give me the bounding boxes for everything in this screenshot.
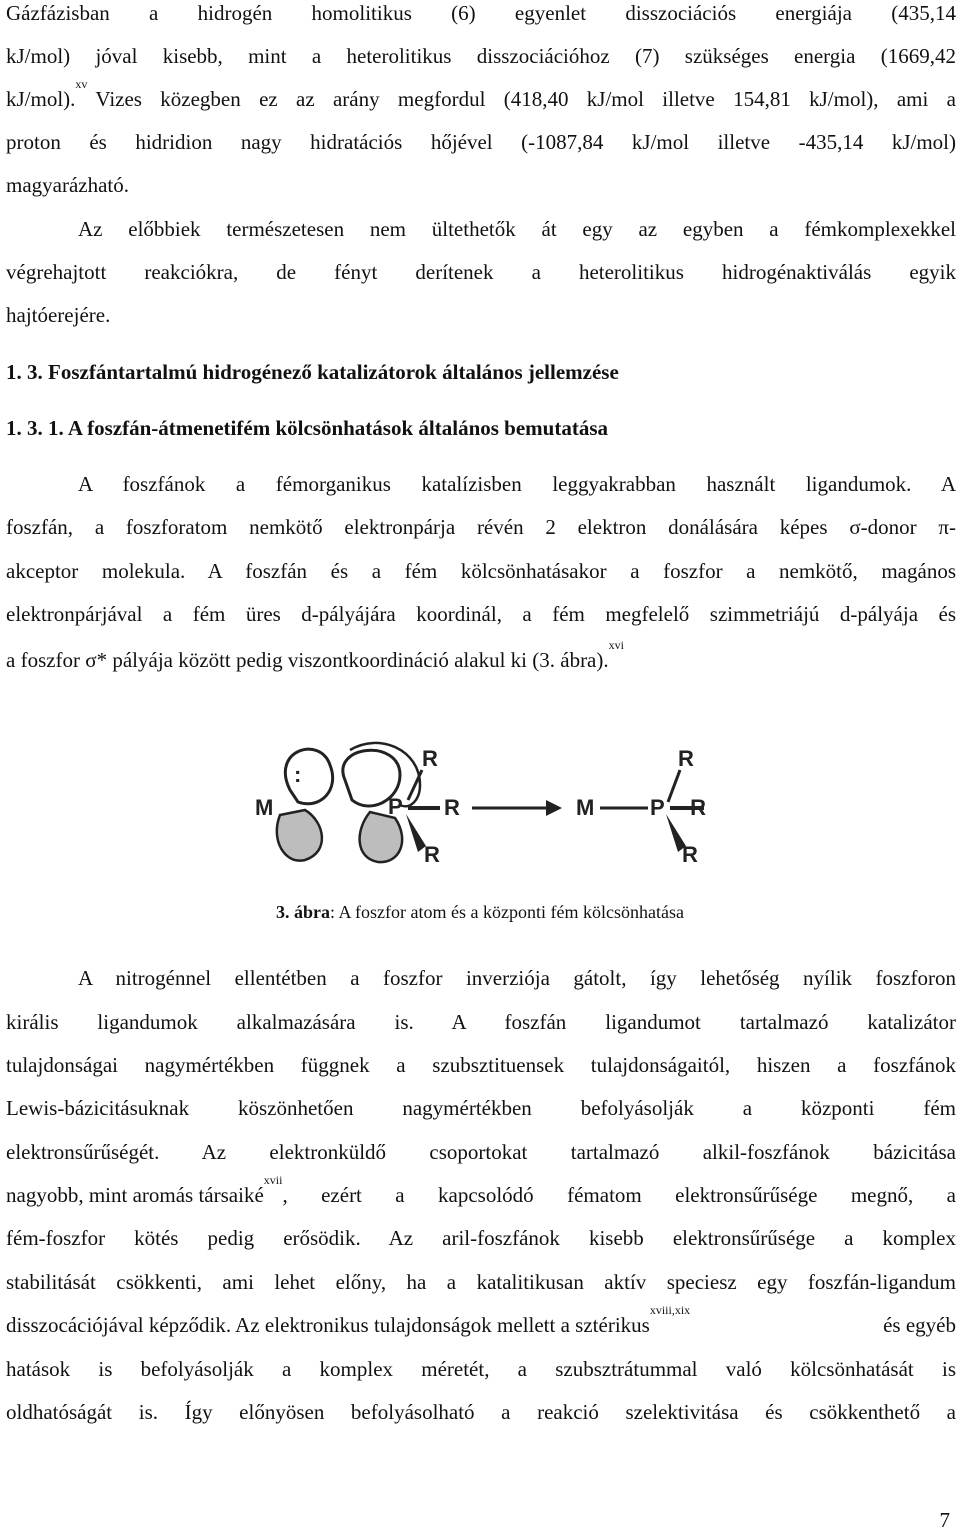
text-line: [6, 77, 956, 112]
text-line: [6, 638, 956, 673]
text-line: magyarázható.: [6, 173, 130, 197]
phosphorus-atom-label: P: [650, 795, 665, 820]
page-number: 7: [939, 1508, 950, 1532]
text-line: A nitrogénnel ellentétben a foszfor inverziója gátolt, így lehetőség nyílik foszforon: [78, 966, 956, 990]
section-heading: 1. 3. Foszfántartalmú hidrogénező katalizátorok általános jellemzése: [6, 360, 619, 384]
caption-text: : A foszfor atom és a központi fém kölcsönhatása: [330, 902, 684, 922]
footnote-ref: xv: [75, 77, 88, 91]
text-line: elektronsűrűségét. Az elektronküldő csoportokat tartalmazó alkil-foszfánok bázicitása: [6, 1140, 956, 1164]
text-fragment: és egyéb: [877, 1313, 956, 1337]
text-fragment: Vizes közegben ez az arány megfordul (418,40 kJ/mol illetve 154,81 kJ/mol), ami a: [95, 87, 956, 111]
r-group-label: R: [690, 795, 706, 820]
wedge-bond: [406, 814, 426, 852]
figure-caption: [0, 900, 960, 924]
metal-atom-label: M: [576, 795, 595, 820]
r-group-label: R: [682, 842, 698, 867]
text-line: hajtóerejére.: [6, 303, 111, 327]
text-line: királis ligandumok alkalmazására is. A foszfán ligandumot tartalmazó katalizátor: [6, 1010, 956, 1034]
r-group-label: R: [424, 842, 440, 867]
bond-line: [668, 770, 680, 802]
text-fragment: kJ/mol).: [6, 87, 76, 111]
text-line: tulajdonságai nagymértékben függnek a szubsztituensek tulajdonságaitól, hiszen a foszfánok: [6, 1053, 956, 1077]
text-line: proton és hidridion nagy hidratációs hőjével (-1087,84 kJ/mol illetve -435,14 kJ/mol): [6, 130, 956, 154]
r-group-label: R: [422, 746, 438, 771]
footnote-ref: xviii,xix: [649, 1303, 691, 1317]
text-line: elektronpárjával a fém üres d-pályájára koordinál, a fém megfelelő szimmetriájú d-pályája és: [6, 602, 956, 626]
phosphine-metal-interaction-figure: [250, 740, 710, 870]
metal-atom-label: M: [255, 795, 274, 820]
text-line: Gázfázisban a hidrogén homolitikus (6) egyenlet disszociációs energiája (435,14: [6, 1, 956, 25]
text-line: végrehajtott reakciókra, de fényt derítenek a heterolitikus hidrogénaktiválás egyik: [6, 260, 956, 284]
text-line: oldhatóságát is. Így előnyösen befolyásolható a reakció szelektivitása és csökkenthető a: [6, 1400, 956, 1424]
caption-label: 3. ábra: [276, 902, 331, 922]
r-group-label: R: [444, 795, 460, 820]
subsection-heading: 1. 3. 1. A foszfán-átmenetifém kölcsönhatások általános bemutatása: [6, 416, 608, 440]
text-line: [6, 1303, 956, 1338]
text-fragment: a foszfor σ* pályája között pedig viszontkoordináció alakul ki (3. ábra).: [6, 648, 609, 672]
text-line: A foszfánok a fémorganikus katalízisben leggyakrabban használt ligandumok. A: [78, 472, 956, 496]
footnote-ref: xvi: [608, 638, 624, 652]
text-fragment: disszocációjával képződik. Az elektronikus tulajdonságok mellett a sztérikus: [6, 1313, 650, 1337]
text-line: [6, 1173, 956, 1208]
text-line: fém-foszfor kötés pedig erősödik. Az aril-foszfánok kisebb elektronsűrűsége a komplex: [6, 1226, 956, 1250]
text-fragment: nagyobb, mint aromás társaiké: [6, 1183, 264, 1207]
text-line: foszfán, a foszforatom nemkötő elektronpárja révén 2 elektron donálására képes σ-donor π-: [6, 515, 956, 539]
text-line: kJ/mol) jóval kisebb, mint a heterolitikus disszociációhoz (7) szükséges energia (1669,42: [6, 44, 956, 68]
text-line: Lewis-bázicitásuknak köszönhetően nagymértékben befolyásolják a központi fém: [6, 1096, 956, 1120]
arrow-head-icon: [546, 800, 562, 816]
text-line: akceptor molekula. A foszfán és a fém kölcsönhatásakor a foszfor a nemkötő, magános: [6, 559, 956, 583]
phosphorus-atom-label: P: [388, 794, 403, 819]
text-line: Az előbbiek természetesen nem ültethetők át egy az egyben a fémkomplexekkel: [78, 217, 956, 241]
text-line: hatások is befolyásolják a komplex méretét, a szubsztrátummal való kölcsönhatását is: [6, 1357, 956, 1381]
footnote-ref: xvii: [263, 1173, 283, 1187]
r-group-label: R: [678, 746, 694, 771]
text-fragment: , ezért a kapcsolódó fématom elektronsűrűsége megnő, a: [282, 1183, 956, 1207]
text-line: stabilitását csökkenti, ami lehet előny, ha a katalitikusan aktív speciesz egy foszfán-ligandum: [6, 1270, 956, 1294]
lone-pair-symbol: :: [294, 762, 302, 787]
